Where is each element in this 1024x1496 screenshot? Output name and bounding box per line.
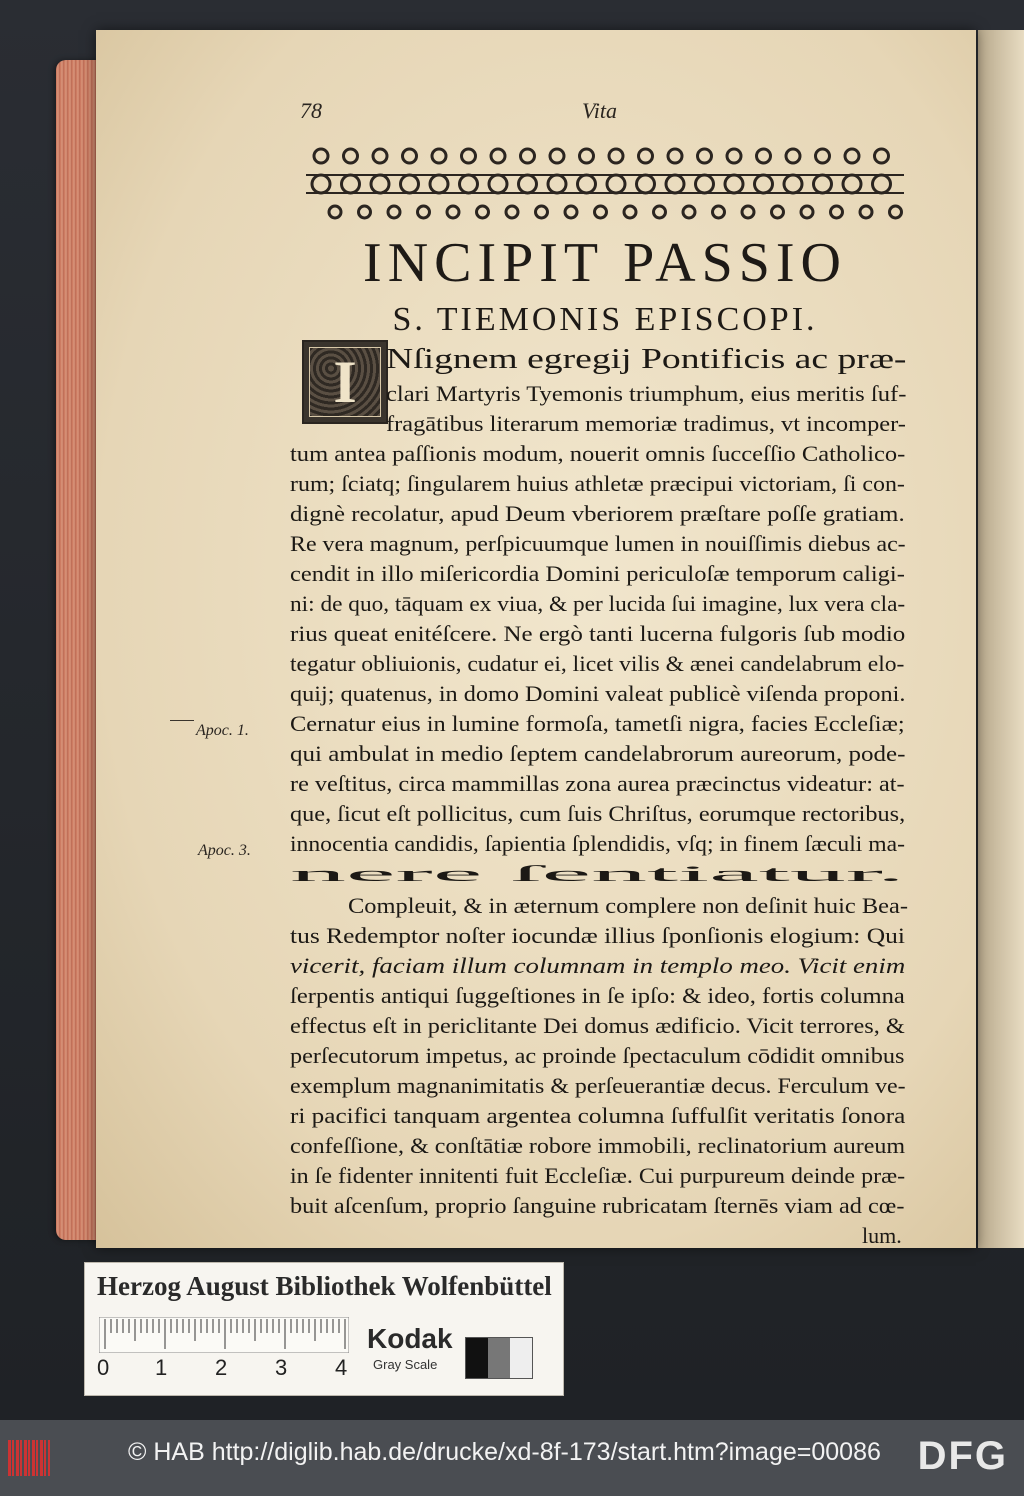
scale-ruler [99, 1317, 349, 1353]
ornament-scroll [683, 206, 695, 218]
text-line: tus Redemptor noſter iocundæ illius ſponſionis elogium: Qui [290, 923, 905, 948]
ornament-scroll [489, 175, 507, 193]
logo-bar [36, 1440, 38, 1476]
swatch-gray [488, 1338, 510, 1378]
ornament-scroll [580, 149, 594, 163]
ornament-scroll [477, 206, 489, 218]
ornament-scroll [801, 206, 813, 218]
ornament-scroll [595, 206, 607, 218]
ornament-scroll [447, 206, 459, 218]
text-line: ſerpentis antiqui ſuggeſtiones in ſe ipſo: & ideo, fortis columna [290, 983, 905, 1008]
text-line: Nſignem egregij Pontificis ac præ- [386, 344, 907, 375]
ruler-number: 0 [97, 1355, 110, 1380]
ornament-scroll [727, 149, 741, 163]
title-line-2: S. TIEMONIS EPISCOPI. [392, 301, 818, 338]
ornament-scroll [757, 149, 771, 163]
ornament-scroll [344, 149, 358, 163]
ornament-scroll [875, 149, 889, 163]
ornament-scroll [639, 149, 653, 163]
margin-note: Apoc. 3. [198, 842, 251, 859]
logo-bar [16, 1440, 19, 1476]
ornament-scroll [536, 206, 548, 218]
ornament-scroll [491, 149, 505, 163]
book-fore-edge [56, 60, 100, 1240]
ornament-scroll [373, 149, 387, 163]
ornament-scroll [845, 149, 859, 163]
ornament-scroll [432, 149, 446, 163]
ornament-scroll [816, 149, 830, 163]
margin-note: Apoc. 1. [196, 722, 249, 739]
ornament-scroll [403, 149, 417, 163]
text-line: dignè recolatur, apud Deum vberiorem præſtare poſſe gratiam. [290, 501, 905, 526]
library-name: Herzog August Bibliothek Wolfenbüttel [97, 1271, 552, 1301]
ornament-scroll [860, 206, 872, 218]
ornament-scroll [460, 175, 478, 193]
ornament-scroll [521, 149, 535, 163]
logo-bar [8, 1440, 11, 1476]
text-line: ri pacifici tanquam argentea columna ſuffulſit veritatis ſonora [290, 1103, 906, 1128]
text-line: rius queat enitéſcere. Ne ergò tanti lucerna fulgoris ſub modio [290, 621, 906, 646]
text-line: confeſſione, & conſtātiæ robore immobili, reclinatorium aureum [290, 1133, 906, 1158]
logo-bar [48, 1440, 50, 1476]
swatch-black [466, 1338, 488, 1378]
text-line: Compleuit, & in æternum complere non deſinit huic Bea- [348, 893, 909, 918]
swatch-white [510, 1338, 532, 1378]
ornament-scroll [607, 175, 625, 193]
ornament-band [306, 136, 904, 228]
ruler-numbers [93, 1355, 363, 1385]
ornament-scroll [890, 206, 902, 218]
ornament-scroll [401, 175, 419, 193]
ornament-scroll [314, 149, 328, 163]
logo-bar [12, 1440, 14, 1476]
ornament-scroll [654, 206, 666, 218]
text-line: lum. [862, 1223, 902, 1248]
ruler-number: 2 [215, 1355, 228, 1380]
text-line: buit aſcenſum, proprio ſanguine rubricatam ſternēs viam ad cœ- [290, 1193, 905, 1218]
ornament-scroll [814, 175, 832, 193]
margin-rule [170, 720, 194, 721]
ornament-scroll [388, 206, 400, 218]
ornament-scroll [418, 206, 430, 218]
initial-letter: I [333, 349, 357, 415]
logo-bar [40, 1440, 43, 1476]
ornament-scroll [713, 206, 725, 218]
ornament-scroll [312, 175, 330, 193]
ornament-scroll [329, 206, 341, 218]
gray-scale-label: Gray Scale [373, 1357, 438, 1372]
ornament-scroll [506, 206, 518, 218]
page-number: 78 [300, 98, 322, 123]
ornament-scroll [550, 149, 564, 163]
text-line: clari Martyris Tyemonis triumphum, eius meritis ſuf- [386, 381, 907, 406]
ornament-scroll [519, 175, 537, 193]
text-line: rum; ſciatq; ſingularem huius athletæ præcipui victoriam, ſi con- [290, 471, 905, 496]
ornament-scroll [668, 149, 682, 163]
text-line: Cernatur eius in lumine formoſa, tametſi nigra, facies Eccleſiæ; [290, 711, 905, 736]
facing-page-edge [978, 30, 1024, 1248]
text-line: quij; quatenus, in domo Domini valeat publicè viſenda proponi. [290, 681, 906, 706]
ornament-scroll [772, 206, 784, 218]
ornament-scroll [430, 175, 448, 193]
ornament-scroll [624, 206, 636, 218]
text-line: ni: de quo, tāquam ex viua, & per lucida ſui imagine, lux vera cla- [290, 591, 906, 616]
text-line: tum antea paſſionis modum, nouerit omnis ſucceſſio Catholico- [290, 441, 906, 466]
text-line: vicerit, faciam illum columnam in templo meo. Vicit enim [290, 953, 906, 978]
ornament-scroll [831, 206, 843, 218]
ornament-scroll [843, 175, 861, 193]
running-title: Vita [582, 98, 618, 123]
text-line: fragātibus literarum memoriæ tradimus, vt incomper- [386, 411, 906, 436]
logo-bar [32, 1440, 35, 1476]
text-line: re veſtitus, circa mammillas zona aurea præcinctus videatur: at- [290, 771, 905, 796]
logo-bar [20, 1440, 22, 1476]
ornament-scroll [548, 175, 566, 193]
text-line: innocentia candidis, ſapientia ſplendidis, vſq; in finem ſæculi ma- [290, 831, 905, 856]
ruler-number: 1 [155, 1355, 168, 1380]
text-line: in ſe fidenter innitenti fuit Eccleſiæ. Cui purpureum deinde præ- [290, 1163, 906, 1188]
kodak-logo: Kodak [367, 1323, 453, 1354]
ornament-scroll [359, 206, 371, 218]
ornament-scroll [637, 175, 655, 193]
title-line-1: INCIPIT PASSIO [363, 232, 847, 294]
logo-bar [24, 1440, 27, 1476]
ornament-scroll [462, 149, 476, 163]
text-line: tegatur obliuionis, cudatur ei, licet vilis & ænei candelabrum elo- [290, 651, 905, 676]
ornament-scroll [755, 175, 773, 193]
running-head [300, 98, 920, 138]
ornament-scroll [784, 175, 802, 193]
ornament-scroll [342, 175, 360, 193]
logo-bar [28, 1440, 30, 1476]
text-line: cendit in illo miſericordia Domini periculoſæ temporum caligi- [290, 561, 905, 586]
text-line: que, ſicut eſt pollicitus, cum ſuis Chriſtus, eorumque rectoribus, [290, 801, 906, 826]
text-line: perſecutorum impetus, ac proinde ſpectaculum cōdidit omnibus [290, 1043, 905, 1068]
hab-logo-icon [6, 1436, 50, 1480]
ornament-scroll [371, 175, 389, 193]
ornament-scroll [609, 149, 623, 163]
ornament-scroll [786, 149, 800, 163]
text-line: Re vera magnum, perſpicuumque lumen in nouiſſimis diebus ac- [290, 531, 906, 556]
ruler-number: 4 [335, 1355, 348, 1380]
ruler-number: 3 [275, 1355, 288, 1380]
ornament-scroll [698, 149, 712, 163]
gray-swatches [465, 1337, 533, 1379]
text-line: qui ambulat in medio ſeptem candelabrorum aureorum, pode- [290, 741, 906, 766]
ornament-scroll [696, 175, 714, 193]
footer-bar [0, 1420, 1024, 1496]
text-line: exemplum magnanimitatis & perſeuerantiæ decus. Ferculum ve- [290, 1073, 906, 1098]
ornament-scroll [725, 175, 743, 193]
ornament-scroll [873, 175, 891, 193]
copyright-url[interactable]: © HAB http://diglib.hab.de/drucke/xd-8f-173/start.htm?image=00086 [128, 1438, 881, 1466]
decorated-initial [302, 340, 388, 424]
ornament-scroll [565, 206, 577, 218]
ornament-scroll [742, 206, 754, 218]
library-label [84, 1262, 564, 1396]
text-line: effectus eſt in periclitante Dei domus ædificio. Vicit terrores, & [290, 1013, 905, 1038]
ornament-scroll [578, 175, 596, 193]
ornament-scroll [666, 175, 684, 193]
text-line: nere ſentiatur. [290, 861, 905, 886]
logo-bar [44, 1440, 46, 1476]
dfg-logo: DFG [917, 1434, 1008, 1478]
